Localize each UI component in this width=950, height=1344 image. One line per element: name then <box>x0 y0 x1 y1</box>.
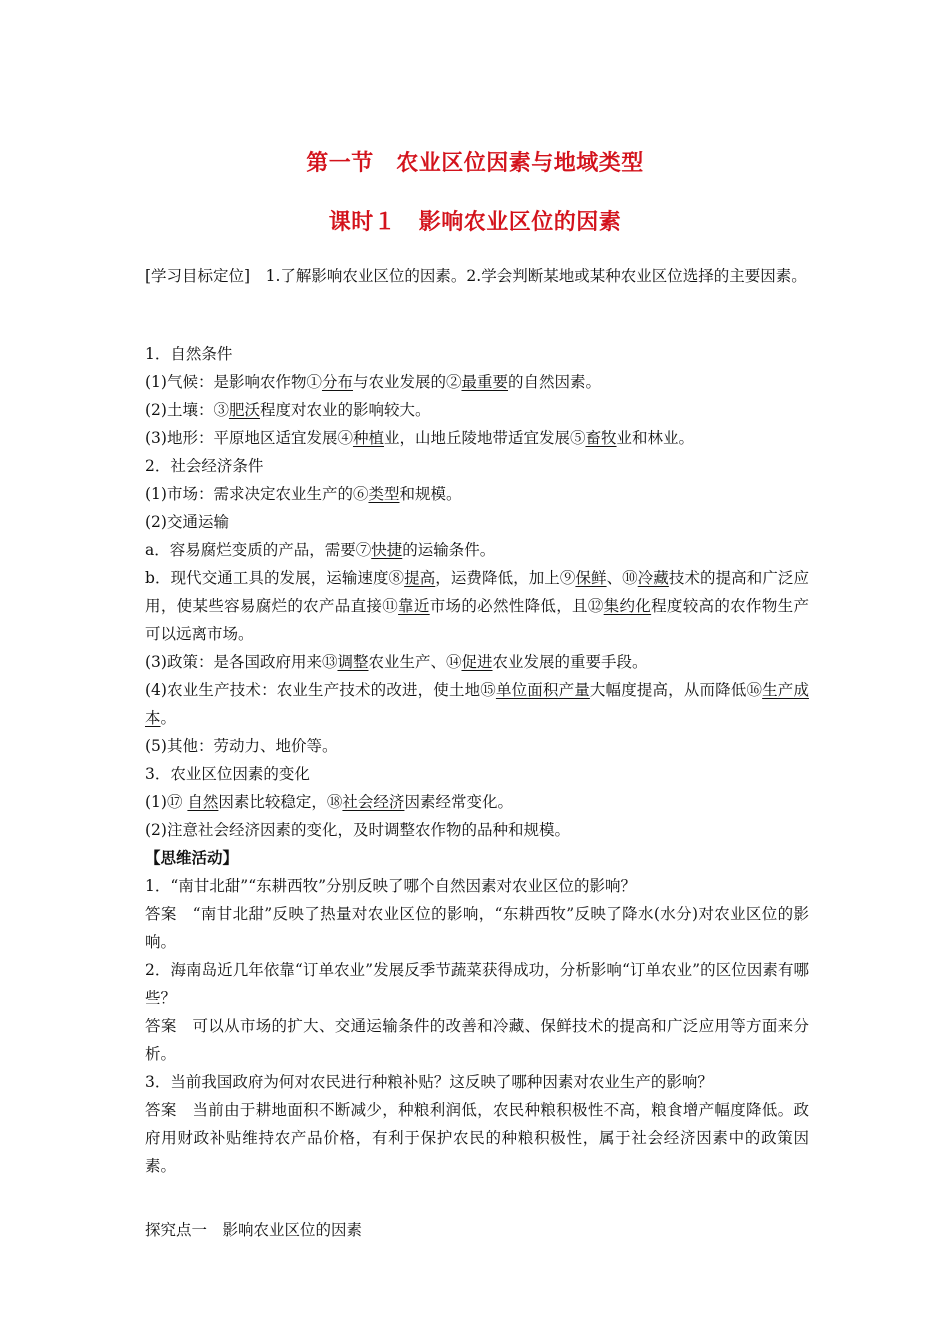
text: (1)⑰ <box>145 793 188 811</box>
paragraph <box>145 396 809 424</box>
text: 业，山地丘陵地带适宜发展⑤ <box>383 429 586 447</box>
blank-answer: 类型 <box>368 485 400 503</box>
blank-answer: 提高 <box>404 569 436 587</box>
paragraph <box>145 564 809 648</box>
blank-answer: 种植 <box>352 429 384 447</box>
blank-answer: 分布 <box>321 373 353 391</box>
blank-answer: 保鲜 <box>575 569 607 587</box>
blank-answer: 快捷 <box>371 541 403 559</box>
text: 技术的提高和广泛应用，使某些容易腐烂的农产品直接⑪ <box>145 569 809 615</box>
answer: 答案 当前由于耕地面积不断减少，种粮利润低，农民种粮积极性不高，粮食增产幅度降低。政府用财政补贴维持农产品价格，有利于保护农民的种粮积极性，属于社会经济因素中的政策因素。 <box>145 1101 809 1175</box>
paragraph <box>145 648 809 676</box>
paragraph <box>145 424 809 452</box>
paragraph <box>145 536 809 564</box>
text: (2)土壤：③ <box>145 401 229 419</box>
paragraph: (2)交通运输 <box>145 513 229 531</box>
text: (3)地形：平原地区适宜发展④ <box>145 429 353 447</box>
text: (3)政策：是各国政府用来⑬ <box>145 653 338 671</box>
text: 、⑩ <box>606 569 638 587</box>
text: (4)农业生产技术：农业生产技术的改进，使土地⑮ <box>145 681 496 699</box>
paragraph: (5)其他：劳动力、地价等。 <box>145 737 338 755</box>
question: 1．“南甘北甜”“东耕西牧”分别反映了哪个自然因素对农业区位的影响？ <box>145 877 637 895</box>
explore-heading: 探究点一 影响农业区位的因素 <box>145 1221 363 1239</box>
text: b．现代交通工具的发展，运输速度⑧ <box>145 569 405 587</box>
text: ，运费降低，加上⑨ <box>435 569 576 587</box>
text: 大幅度提高，从而降低⑯ <box>589 681 763 699</box>
text: (1)市场：需求决定农业生产的⑥ <box>145 485 369 503</box>
blank-answer: 靠近 <box>398 597 430 615</box>
text: 业和林业。 <box>616 429 695 447</box>
text: 农业发展的重要手段。 <box>492 653 648 671</box>
answer: 答案 “南甘北甜”反映了热量对农业区位的影响，“东耕西牧”反映了降水(水分)对农业区位的影响。 <box>145 905 809 951</box>
objectives-label: [学习目标定位] <box>145 267 251 285</box>
paragraph <box>145 480 809 508</box>
section-heading: 1．自然条件 <box>145 345 233 363</box>
page-title: 第一节 农业区位因素与地域类型 <box>306 151 644 176</box>
blank-answer: 社会经济 <box>342 793 405 811</box>
blank-answer: 冷藏 <box>637 569 669 587</box>
text: 因素经常变化。 <box>404 793 513 811</box>
question: 3．当前我国政府为何对农民进行种粮补贴？这反映了哪种因素对农业生产的影响？ <box>145 1073 713 1091</box>
section-heading: 3．农业区位因素的变化 <box>145 765 310 783</box>
text: 市场的必然性降低，且⑫ <box>429 597 604 615</box>
blank-answer: 肥沃 <box>228 401 260 419</box>
blank-answer: 生产成本 <box>145 681 809 727</box>
paragraph: (2)注意社会经济因素的变化，及时调整农作物的品种和规模。 <box>145 821 570 839</box>
blank-answer: 集约化 <box>603 597 652 615</box>
paragraph <box>145 676 809 732</box>
thinking-heading: 【思维活动】 <box>145 849 239 867</box>
blank-answer: 单位面积产量 <box>495 681 590 699</box>
text: 程度对农业的影响较大。 <box>259 401 431 419</box>
text: 与农业发展的② <box>352 373 462 391</box>
text: 和规模。 <box>399 485 462 503</box>
section-heading: 2．社会经济条件 <box>145 457 264 475</box>
question: 2．海南岛近几年依靠“订单农业”发展反季节蔬菜获得成功，分析影响“订单农业”的区位因素有哪些？ <box>145 961 809 1007</box>
document-body <box>145 262 809 1244</box>
text: 的自然因素。 <box>508 373 602 391</box>
text: 农业生产、⑭ <box>368 653 462 671</box>
blank-answer: 畜牧 <box>585 429 617 447</box>
answer: 答案 可以从市场的扩大、交通运输条件的改善和冷藏、保鲜技术的提高和广泛应用等方面来分析。 <box>145 1017 809 1063</box>
paragraph <box>145 788 809 816</box>
learning-objectives <box>145 262 809 290</box>
page-subtitle: 课时１ 影响农业区位的因素 <box>328 210 622 235</box>
blank-answer: 自然 <box>187 793 219 811</box>
text: 。 <box>160 709 177 727</box>
blank-answer: 调整 <box>337 653 369 671</box>
text: 程度较高的农作物生产可以远离市场。 <box>145 597 809 643</box>
blank-answer: 促进 <box>461 653 493 671</box>
paragraph <box>145 368 809 396</box>
blank-answer: 最重要 <box>461 373 509 391</box>
objectives-text: 1.了解影响农业区位的因素。2.学会判断某地或某种农业区位选择的主要因素。 <box>250 267 807 285</box>
text: a．容易腐烂变质的产品，需要⑦ <box>145 541 372 559</box>
text: (1)气候：是影响农作物① <box>145 373 322 391</box>
text: 因素比较稳定，⑱ <box>218 793 343 811</box>
text: 的运输条件。 <box>402 541 496 559</box>
